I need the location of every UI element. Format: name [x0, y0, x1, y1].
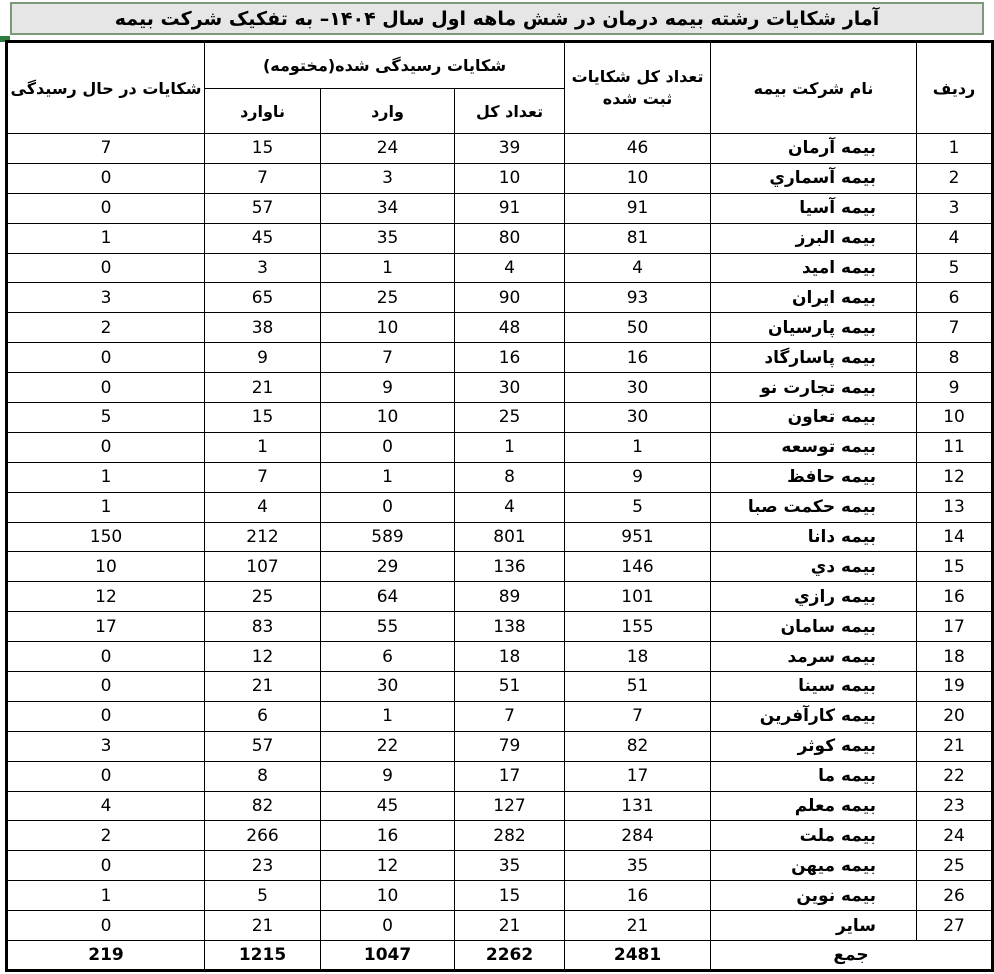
row-number-cell: 14 [917, 522, 993, 552]
pending-cell: 2 [7, 313, 205, 343]
invalid-cell: 6 [205, 701, 321, 731]
company-name-cell: بیمه کوثر [711, 731, 917, 761]
registered-cell: 50 [565, 313, 711, 343]
row-number-cell: 3 [917, 193, 993, 223]
row-number-cell: 20 [917, 701, 993, 731]
valid-cell: 1 [321, 701, 455, 731]
resolved-total-cell: 80 [455, 223, 565, 253]
row-number-cell: 26 [917, 881, 993, 911]
pending-cell: 3 [7, 283, 205, 313]
valid-cell: 7 [321, 343, 455, 373]
resolved-total-cell: 90 [455, 283, 565, 313]
registered-cell: 146 [565, 552, 711, 582]
pending-cell: 10 [7, 552, 205, 582]
row-number-cell: 7 [917, 313, 993, 343]
row-number-cell: 4 [917, 223, 993, 253]
header-row-no: ردیف [917, 42, 993, 134]
registered-cell: 10 [565, 163, 711, 193]
table-row [7, 701, 993, 731]
row-number-cell: 25 [917, 851, 993, 881]
pending-cell: 0 [7, 761, 205, 791]
valid-cell: 10 [321, 403, 455, 433]
company-name-cell: بیمه رازي [711, 582, 917, 612]
resolved-total-cell: 17 [455, 761, 565, 791]
resolved-total-cell: 136 [455, 552, 565, 582]
company-name-cell: بیمه معلم [711, 791, 917, 821]
invalid-cell: 25 [205, 582, 321, 612]
table-row [7, 223, 993, 253]
valid-cell: 24 [321, 134, 455, 164]
registered-cell: 16 [565, 343, 711, 373]
registered-cell: 155 [565, 612, 711, 642]
row-number-cell: 12 [917, 462, 993, 492]
registered-cell: 30 [565, 373, 711, 403]
registered-cell: 17 [565, 761, 711, 791]
resolved-total-cell: 282 [455, 821, 565, 851]
table-row [7, 492, 993, 522]
registered-cell: 35 [565, 851, 711, 881]
valid-cell: 10 [321, 313, 455, 343]
pending-cell: 0 [7, 851, 205, 881]
table-row [7, 731, 993, 761]
resolved-total-cell: 89 [455, 582, 565, 612]
pending-cell: 4 [7, 791, 205, 821]
resolved-total-cell: 35 [455, 851, 565, 881]
table-title [10, 2, 984, 35]
registered-cell: 18 [565, 642, 711, 672]
invalid-cell: 57 [205, 731, 321, 761]
registered-cell: 30 [565, 403, 711, 433]
table-row [7, 791, 993, 821]
registered-cell: 82 [565, 731, 711, 761]
header-company: نام شرکت بیمه [711, 42, 917, 134]
invalid-cell: 1 [205, 432, 321, 462]
resolved-total-cell: 801 [455, 522, 565, 552]
registered-cell: 46 [565, 134, 711, 164]
resolved-total-cell: 39 [455, 134, 565, 164]
company-name-cell: بیمه امید [711, 253, 917, 283]
company-name-cell: بیمه آسماري [711, 163, 917, 193]
company-name-cell: بیمه توسعه [711, 432, 917, 462]
header-resolved-total: تعداد کل [455, 89, 565, 134]
table-row [7, 522, 993, 552]
row-number-cell: 23 [917, 791, 993, 821]
totals-invalid-cell: 1215 [205, 941, 321, 971]
valid-cell: 25 [321, 283, 455, 313]
header-resolved-group: شکایات رسیدگی شده(مختومه) [205, 42, 565, 89]
pending-cell: 1 [7, 492, 205, 522]
invalid-cell: 45 [205, 223, 321, 253]
row-number-cell: 15 [917, 552, 993, 582]
company-name-cell: بیمه تجارت نو [711, 373, 917, 403]
pending-cell: 1 [7, 881, 205, 911]
company-name-cell: بیمه کارآفرین [711, 701, 917, 731]
pending-cell: 0 [7, 343, 205, 373]
table-row [7, 313, 993, 343]
resolved-total-cell: 79 [455, 731, 565, 761]
registered-cell: 284 [565, 821, 711, 851]
valid-cell: 22 [321, 731, 455, 761]
pending-cell: 3 [7, 731, 205, 761]
valid-cell: 1 [321, 253, 455, 283]
invalid-cell: 23 [205, 851, 321, 881]
valid-cell: 30 [321, 672, 455, 702]
registered-cell: 81 [565, 223, 711, 253]
company-name-cell: بیمه سینا [711, 672, 917, 702]
valid-cell: 9 [321, 761, 455, 791]
registered-cell: 93 [565, 283, 711, 313]
pending-cell: 0 [7, 163, 205, 193]
header-invalid: ناوارد [205, 89, 321, 134]
table-body [7, 134, 993, 971]
row-number-cell: 13 [917, 492, 993, 522]
table-row [7, 163, 993, 193]
registered-cell: 951 [565, 522, 711, 552]
invalid-cell: 266 [205, 821, 321, 851]
row-number-cell: 16 [917, 582, 993, 612]
pending-cell: 0 [7, 911, 205, 941]
valid-cell: 55 [321, 612, 455, 642]
valid-cell: 6 [321, 642, 455, 672]
company-name-cell: سایر [711, 911, 917, 941]
invalid-cell: 83 [205, 612, 321, 642]
company-name-cell: بیمه ملت [711, 821, 917, 851]
registered-cell: 101 [565, 582, 711, 612]
row-number-cell: 17 [917, 612, 993, 642]
registered-cell: 51 [565, 672, 711, 702]
company-name-cell: بیمه تعاون [711, 403, 917, 433]
company-name-cell: بیمه سامان [711, 612, 917, 642]
invalid-cell: 65 [205, 283, 321, 313]
table-row [7, 642, 993, 672]
registered-cell: 21 [565, 911, 711, 941]
pending-cell: 0 [7, 432, 205, 462]
valid-cell: 29 [321, 552, 455, 582]
registered-cell: 7 [565, 701, 711, 731]
company-name-cell: بیمه ما [711, 761, 917, 791]
totals-registered-cell: 2481 [565, 941, 711, 971]
valid-cell: 34 [321, 193, 455, 223]
totals-resolved-total-cell: 2262 [455, 941, 565, 971]
company-name-cell: بیمه دي [711, 552, 917, 582]
invalid-cell: 15 [205, 134, 321, 164]
resolved-total-cell: 30 [455, 373, 565, 403]
valid-cell: 64 [321, 582, 455, 612]
table-row [7, 193, 993, 223]
invalid-cell: 212 [205, 522, 321, 552]
totals-label-cell: جمع [711, 941, 993, 971]
row-number-cell: 8 [917, 343, 993, 373]
company-name-cell: بیمه حافظ [711, 462, 917, 492]
invalid-cell: 3 [205, 253, 321, 283]
pending-cell: 0 [7, 642, 205, 672]
header-valid: وارد [321, 89, 455, 134]
pending-cell: 0 [7, 193, 205, 223]
registered-cell: 4 [565, 253, 711, 283]
row-number-cell: 11 [917, 432, 993, 462]
resolved-total-cell: 91 [455, 193, 565, 223]
table-row [7, 851, 993, 881]
resolved-total-cell: 1 [455, 432, 565, 462]
totals-valid-cell: 1047 [321, 941, 455, 971]
pending-cell: 1 [7, 462, 205, 492]
table-row [7, 253, 993, 283]
company-name-cell: بیمه میهن [711, 851, 917, 881]
row-number-cell: 1 [917, 134, 993, 164]
table-row [7, 343, 993, 373]
row-number-cell: 27 [917, 911, 993, 941]
invalid-cell: 82 [205, 791, 321, 821]
company-name-cell: بیمه آسیا [711, 193, 917, 223]
pending-cell: 150 [7, 522, 205, 552]
row-number-cell: 6 [917, 283, 993, 313]
valid-cell: 0 [321, 911, 455, 941]
table-row [7, 283, 993, 313]
pending-cell: 0 [7, 373, 205, 403]
header-registered: تعداد کل شکایات ثبت شده [565, 42, 711, 134]
resolved-total-cell: 25 [455, 403, 565, 433]
resolved-total-cell: 4 [455, 492, 565, 522]
invalid-cell: 12 [205, 642, 321, 672]
row-number-cell: 18 [917, 642, 993, 672]
table-row [7, 881, 993, 911]
valid-cell: 3 [321, 163, 455, 193]
pending-cell: 0 [7, 672, 205, 702]
totals-row [7, 941, 993, 971]
resolved-total-cell: 21 [455, 911, 565, 941]
row-number-cell: 21 [917, 731, 993, 761]
row-number-cell: 19 [917, 672, 993, 702]
pending-cell: 1 [7, 223, 205, 253]
table-row [7, 462, 993, 492]
company-name-cell: بیمه پاسارگاد [711, 343, 917, 373]
invalid-cell: 21 [205, 373, 321, 403]
invalid-cell: 107 [205, 552, 321, 582]
registered-cell: 91 [565, 193, 711, 223]
table-row [7, 552, 993, 582]
company-name-cell: بیمه حکمت صبا [711, 492, 917, 522]
table-row [7, 672, 993, 702]
company-name-cell: بیمه البرز [711, 223, 917, 253]
row-number-cell: 10 [917, 403, 993, 433]
resolved-total-cell: 18 [455, 642, 565, 672]
registered-cell: 131 [565, 791, 711, 821]
valid-cell: 10 [321, 881, 455, 911]
valid-cell: 0 [321, 432, 455, 462]
registered-cell: 1 [565, 432, 711, 462]
invalid-cell: 5 [205, 881, 321, 911]
pending-cell: 0 [7, 701, 205, 731]
row-number-cell: 24 [917, 821, 993, 851]
pending-cell: 7 [7, 134, 205, 164]
resolved-total-cell: 138 [455, 612, 565, 642]
resolved-total-cell: 51 [455, 672, 565, 702]
valid-cell: 16 [321, 821, 455, 851]
valid-cell: 589 [321, 522, 455, 552]
invalid-cell: 57 [205, 193, 321, 223]
invalid-cell: 7 [205, 462, 321, 492]
company-name-cell: بیمه آرمان [711, 134, 917, 164]
row-number-cell: 2 [917, 163, 993, 193]
row-number-cell: 5 [917, 253, 993, 283]
resolved-total-cell: 48 [455, 313, 565, 343]
invalid-cell: 38 [205, 313, 321, 343]
table-row [7, 911, 993, 941]
valid-cell: 45 [321, 791, 455, 821]
resolved-total-cell: 15 [455, 881, 565, 911]
company-name-cell: بیمه نوین [711, 881, 917, 911]
pending-cell: 0 [7, 253, 205, 283]
resolved-total-cell: 8 [455, 462, 565, 492]
row-number-cell: 9 [917, 373, 993, 403]
table-row [7, 403, 993, 433]
pending-cell: 12 [7, 582, 205, 612]
valid-cell: 0 [321, 492, 455, 522]
pending-cell: 17 [7, 612, 205, 642]
header-pending: شکایات در حال رسیدگی [7, 42, 205, 134]
resolved-total-cell: 4 [455, 253, 565, 283]
complaints-table [5, 40, 994, 972]
resolved-total-cell: 127 [455, 791, 565, 821]
table-title-text: آمار شکایات رشته بیمه درمان در شش ماهه اول سال ۱۴۰۴– به تفکیک شرکت بیمه [114, 7, 880, 30]
resolved-total-cell: 7 [455, 701, 565, 731]
valid-cell: 9 [321, 373, 455, 403]
table-row [7, 821, 993, 851]
valid-cell: 1 [321, 462, 455, 492]
invalid-cell: 9 [205, 343, 321, 373]
resolved-total-cell: 16 [455, 343, 565, 373]
totals-pending-cell: 219 [7, 941, 205, 971]
pending-cell: 2 [7, 821, 205, 851]
table-row [7, 612, 993, 642]
table-row [7, 582, 993, 612]
invalid-cell: 15 [205, 403, 321, 433]
registered-cell: 5 [565, 492, 711, 522]
company-name-cell: بیمه دانا [711, 522, 917, 552]
registered-cell: 16 [565, 881, 711, 911]
valid-cell: 12 [321, 851, 455, 881]
invalid-cell: 21 [205, 911, 321, 941]
resolved-total-cell: 10 [455, 163, 565, 193]
table-row [7, 373, 993, 403]
invalid-cell: 21 [205, 672, 321, 702]
table-row [7, 761, 993, 791]
table-row [7, 134, 993, 164]
invalid-cell: 4 [205, 492, 321, 522]
pending-cell: 5 [7, 403, 205, 433]
invalid-cell: 8 [205, 761, 321, 791]
registered-cell: 9 [565, 462, 711, 492]
valid-cell: 35 [321, 223, 455, 253]
row-number-cell: 22 [917, 761, 993, 791]
invalid-cell: 7 [205, 163, 321, 193]
company-name-cell: بیمه ایران [711, 283, 917, 313]
company-name-cell: بیمه سرمد [711, 642, 917, 672]
company-name-cell: بیمه پارسیان [711, 313, 917, 343]
table-row [7, 432, 993, 462]
